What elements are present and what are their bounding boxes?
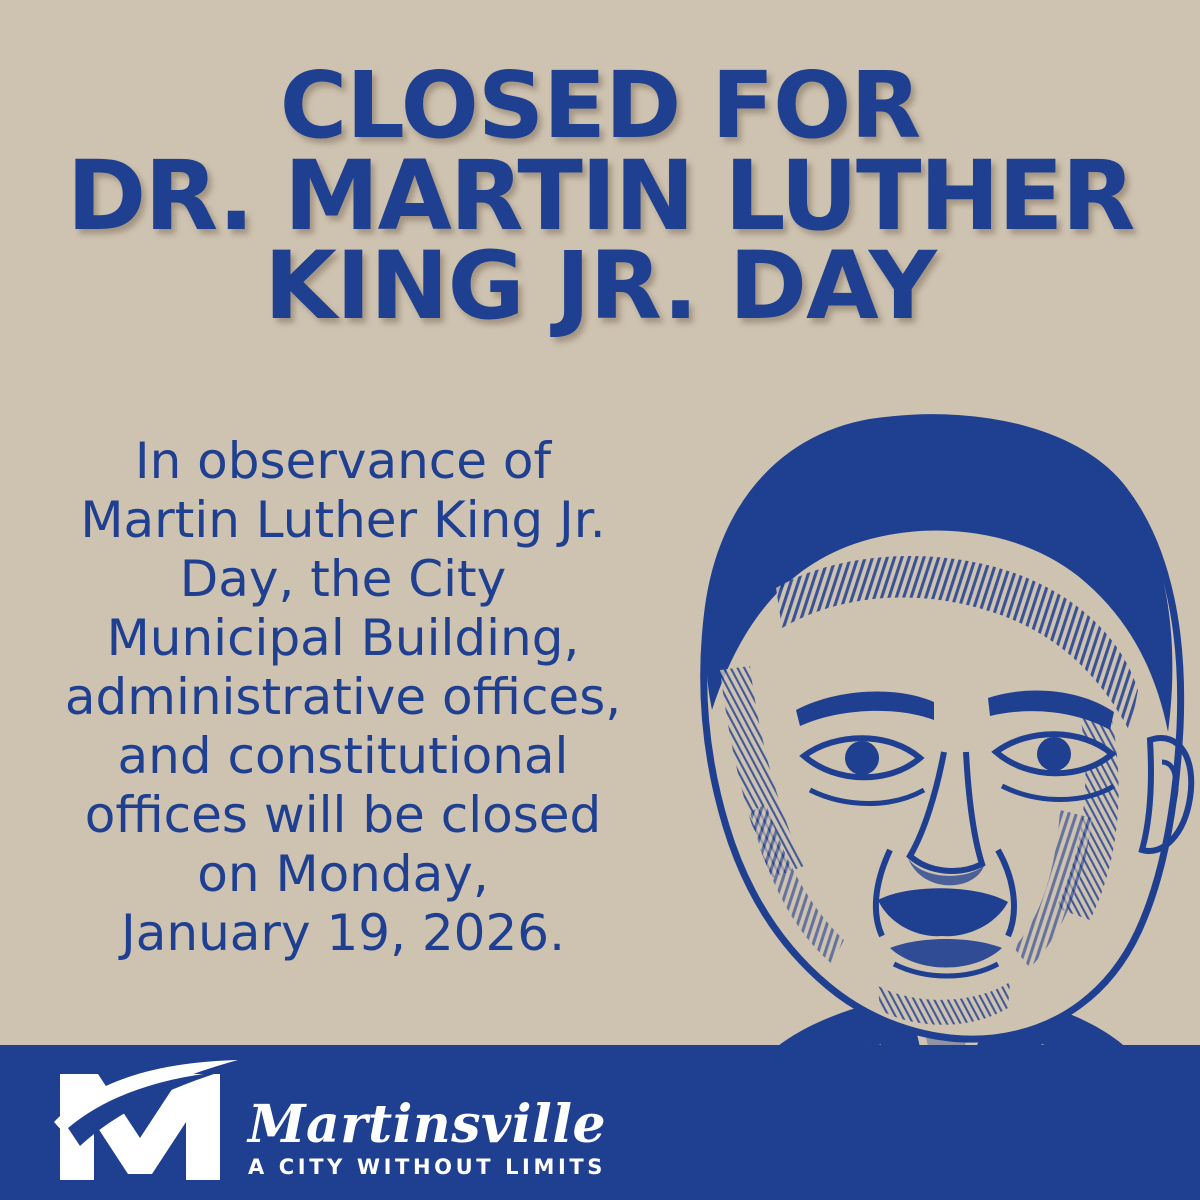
city-tagline: A CITY WITHOUT LIMITS <box>248 1155 607 1179</box>
announcement-text <box>28 432 658 963</box>
city-wordmark <box>248 1094 607 1179</box>
body-line-5: administrative offices, <box>64 668 622 726</box>
body-line-3: Day, the City <box>179 550 507 608</box>
body-line-6: and constitutional <box>117 727 569 785</box>
body-line-4: Municipal Building, <box>106 609 580 667</box>
headline-line-3: KING JR. DAY <box>264 232 936 342</box>
martinsville-logo-mark <box>52 1056 242 1186</box>
headline-line-2: DR. MARTIN LUTHER <box>66 140 1134 253</box>
page-title <box>0 52 1200 342</box>
body-line-1: In observance of <box>134 432 552 490</box>
body-line-7: offices will be closed <box>84 786 602 844</box>
body-line-9: January 19, 2026. <box>121 904 565 962</box>
headline-line-1: CLOSED FOR <box>279 52 921 159</box>
body-line-8: on Monday, <box>197 845 489 903</box>
body-line-2: Martin Luther King Jr. <box>80 491 606 549</box>
city-name: Martinsville <box>248 1094 607 1155</box>
